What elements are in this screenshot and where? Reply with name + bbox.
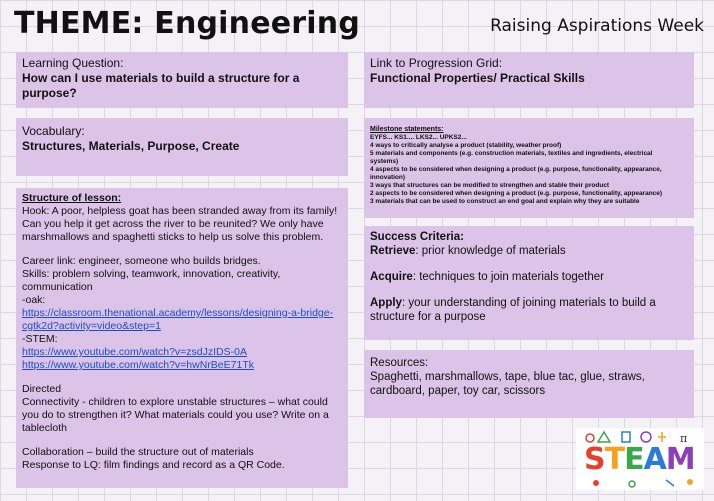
milestones-heading: Milestone statements: [370, 126, 444, 133]
criteria-apply [370, 296, 688, 324]
apply-text: : your understanding of joining materials to build a structure for a purpose [370, 297, 656, 323]
retrieve-text: : prior knowledge of materials [415, 245, 566, 257]
milestone-line: 4 aspects to be considered when designing a product (e.g. purpose, functionality, appearance, [370, 166, 662, 173]
steam-letter-a: A [643, 442, 666, 477]
lesson-response: Response to LQ: film findings and record as a QR Code. [22, 459, 285, 471]
svg-text:π: π [680, 432, 688, 445]
resources-items: Spaghetti, marshmallows, tape, blue tac, glue, straws, cardboard, paper, toy car, scissors [370, 371, 645, 397]
lesson-career-link: Career link: engineer, someone who builds bridges. [22, 255, 261, 267]
learning-question-box [16, 52, 348, 108]
apply-label: Apply [370, 297, 402, 309]
vocabulary-words: Structures, Materials, Purpose, Create [22, 139, 240, 153]
stem-video-link-2[interactable]: https://www.youtube.com/watch?v=hwNrBeE71Tk [22, 359, 254, 371]
milestones-box [364, 118, 694, 218]
criteria-retrieve [370, 244, 688, 258]
steam-letter-t: T [604, 442, 625, 477]
progression-grid-skills: Functional Properties/ Practical Skills [370, 71, 585, 85]
lesson-collaboration: Collaboration – build the structure out of materials [22, 446, 254, 458]
milestone-line: 4 ways to critically analyse a product (stability, weather proof) [370, 142, 562, 149]
lesson-structure-box [16, 188, 348, 488]
oak-lesson-link[interactable]: https://classroom.thenational.academy/lessons/designing-a-bridge-cgtk2d?activity=video&step=1 [22, 307, 334, 332]
page-title: THEME: Engineering [14, 6, 361, 41]
resources-label: Resources: [370, 357, 429, 369]
steam-letter-e: E [624, 442, 644, 477]
steam-letter-m: M [665, 442, 695, 477]
resources-box [364, 350, 694, 418]
lesson-hook: Hook: A poor, helpless goat has been stranded away from its family! Can you help it get across the river to be reunited? We only have marshmallows and spaghetti sticks to help us solve this problem. [22, 205, 338, 243]
milestone-line: 3 materials that can be used to construct an end goal and explain why they are suitable [370, 198, 640, 205]
progression-grid-box [364, 52, 694, 108]
retrieve-label: Retrieve [370, 245, 416, 257]
milestone-line: 5 materials and components (e.g. construction materials, textiles and ingredients, electrical [370, 150, 653, 157]
lesson-connectivity: Connectivity - children to explore unstable structures – what could you do to strengthen it? What materials could you use? Write on a tablecloth [22, 396, 329, 434]
vocabulary-label: Vocabulary: [22, 124, 85, 138]
criteria-acquire [370, 270, 688, 284]
success-criteria-heading: Success Criteria: [370, 231, 464, 243]
milestone-line: innovation) [370, 174, 406, 181]
stem-video-link-1[interactable]: https://www.youtube.com/watch?v=zsdJzIDS-0A [22, 346, 247, 358]
acquire-label: Acquire [370, 271, 413, 283]
milestone-line: 2 aspects to be considered when designing a product (e.g. purpose, functionality, appearance) [370, 190, 663, 197]
steam-letter-s: S [584, 442, 605, 477]
success-criteria-box [364, 226, 694, 340]
steam-wordmark [584, 442, 695, 477]
oak-label: -oak: [22, 294, 46, 306]
progression-grid-label: Link to Progression Grid: [370, 56, 503, 70]
lesson-skills: Skills: problem solving, teamwork, innovation, creativity, communication [22, 268, 281, 293]
steam-logo [576, 428, 704, 490]
acquire-text: : techniques to join materials together [412, 271, 604, 283]
stem-label: -STEM: [22, 333, 58, 345]
vocabulary-box [16, 118, 348, 176]
milestone-line: EYFS... KS1.... LKS2... UPKS2... [370, 134, 467, 141]
milestone-line: systems) [370, 158, 399, 165]
learning-question-text: How can I use materials to build a structure for a purpose? [22, 71, 300, 100]
learning-question-label: Learning Question: [22, 56, 124, 70]
lesson-directed: Directed [22, 383, 62, 395]
page-subtitle: Raising Aspirations Week [490, 16, 704, 36]
lesson-structure-heading: Structure of lesson: [22, 192, 122, 204]
milestone-line: 3 ways that structures can be modified to strengthen and stable their product [370, 182, 610, 189]
